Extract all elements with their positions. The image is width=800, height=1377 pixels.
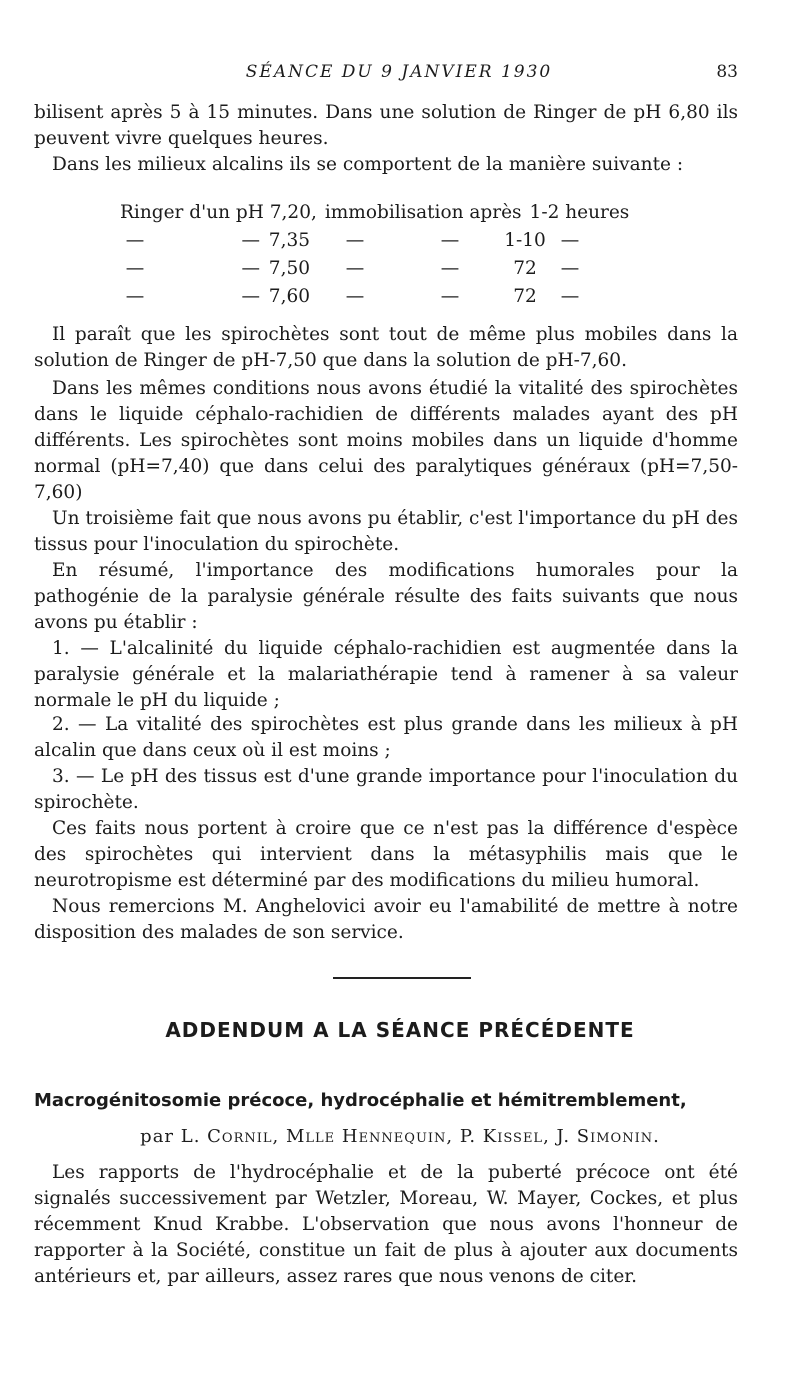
ringer-cell: 72 xyxy=(513,257,537,279)
paragraph-3: Il paraît que les spirochètes sont tout de même plus mobiles dans la solution de Ringer de pH-7,50 que dans la solution de pH-7,60. xyxy=(34,324,738,371)
paragraph-7: 1. — L'alcalinité du liquide céphalo-rachidien est augmentée dans la paralysie générale et la malariathérapie tend à ramener à sa valeur normale le pH du liquide ; xyxy=(34,638,738,711)
paragraph-8: 2. — La vitalité des spirochètes est plus grande dans les milieux à pH alcalin que dans ceux où il est moins ; xyxy=(34,714,738,761)
ringer-cell: 7,60 xyxy=(268,285,310,307)
section-divider xyxy=(333,977,471,979)
ringer-cell: — xyxy=(440,285,460,307)
ringer-cell: — xyxy=(560,257,580,279)
ringer-cell: 7,50 xyxy=(268,257,310,279)
ringer-cell: — xyxy=(440,229,460,251)
paragraph-4: Dans les mêmes conditions nous avons étudié la vitalité des spirochètes dans le liquide céphalo-rachidien de différents malades ayant des pH différents. Les spirochètes sont moins mobiles dans un liquide d'homme normal (pH=7,40) que dans celui des paralytiques généraux (pH=7,50-7,60) xyxy=(34,378,738,503)
ringer-row xyxy=(100,198,660,226)
running-title: SÉANCE DU 9 JANVIER 1930 xyxy=(245,62,553,82)
ringer-cell: — xyxy=(125,257,145,279)
authors-prefix: par xyxy=(140,1126,175,1147)
article-authors xyxy=(0,1126,800,1147)
ringer-cell: 1-10 xyxy=(504,229,546,251)
ringer-row xyxy=(100,282,660,310)
ringer-row xyxy=(100,226,660,254)
ringer-cell: — xyxy=(241,229,260,251)
ringer-cell: — xyxy=(241,257,260,279)
paragraph-5: Un troisième fait que nous avons pu établir, c'est l'importance du pH des tissus pour l'inoculation du spirochète. xyxy=(34,508,738,555)
ringer-cell: — xyxy=(125,229,145,251)
ringer-cell: 1-2 heures xyxy=(529,201,630,223)
ringer-cell: — xyxy=(560,229,580,251)
ringer-cell: — xyxy=(241,285,260,307)
page-number: 83 xyxy=(716,62,738,82)
ringer-cell: — xyxy=(440,257,460,279)
ringer-cell: immobilisation après xyxy=(324,201,522,223)
ringer-cell: Ringer d'un pH 7,20, xyxy=(120,201,317,223)
ringer-cell: 7,35 xyxy=(268,229,310,251)
paragraph-6: En résumé, l'importance des modifications humorales pour la pathogénie de la paralysie générale résulte des faits suivants que nous avons pu établir : xyxy=(34,560,738,633)
paragraph-10: Ces faits nous portent à croire que ce n'est pas la différence d'espèce des spirochètes qui intervient dans la métasyphilis mais que le neurotropisme est déterminé par des modifications du milieu humoral. xyxy=(34,818,738,891)
paragraph-9: 3. — Le pH des tissus est d'une grande importance pour l'inoculation du spirochète. xyxy=(34,766,738,813)
ringer-cell: — xyxy=(125,285,145,307)
authors-names: L. Cornil, Mlle Hennequin, P. Kissel, J. Simonin. xyxy=(180,1126,660,1147)
ringer-cell: — xyxy=(345,257,365,279)
paragraph-11: Nous remercions M. Anghelovici avoir eu l'amabilité de mettre à notre disposition des malades de son service. xyxy=(34,896,738,943)
ringer-table xyxy=(100,198,660,310)
article-title: Macrogénitosomie précoce, hydrocéphalie et hémitremblement, xyxy=(34,1090,687,1111)
ringer-cell: — xyxy=(560,285,580,307)
ringer-cell: — xyxy=(345,285,365,307)
ringer-cell: — xyxy=(345,229,365,251)
paragraph-1: bilisent après 5 à 15 minutes. Dans une solution de Ringer de pH 6,80 ils peuvent vivre quelques heures. xyxy=(34,102,738,149)
ringer-cell: 72 xyxy=(513,285,537,307)
page-header xyxy=(60,60,738,88)
addendum-heading: ADDENDUM A LA SÉANCE PRÉCÉDENTE xyxy=(165,1018,635,1042)
addendum-paragraph-1: Les rapports de l'hydrocéphalie et de la puberté précoce ont été signalés successivement par Wetzler, Moreau, W. Mayer, Cockes, et plus récemment Knud Krabbe. L'observation que nous avons l'honneur de rapporter à la Société, constitue un fait de plus à ajouter aux documents antérieurs et, par ailleurs, assez rares que nous venons de citer. xyxy=(34,1162,738,1287)
paragraph-2: Dans les milieux alcalins ils se comportent de la manière suivante : xyxy=(52,154,684,175)
ringer-row xyxy=(100,254,660,282)
